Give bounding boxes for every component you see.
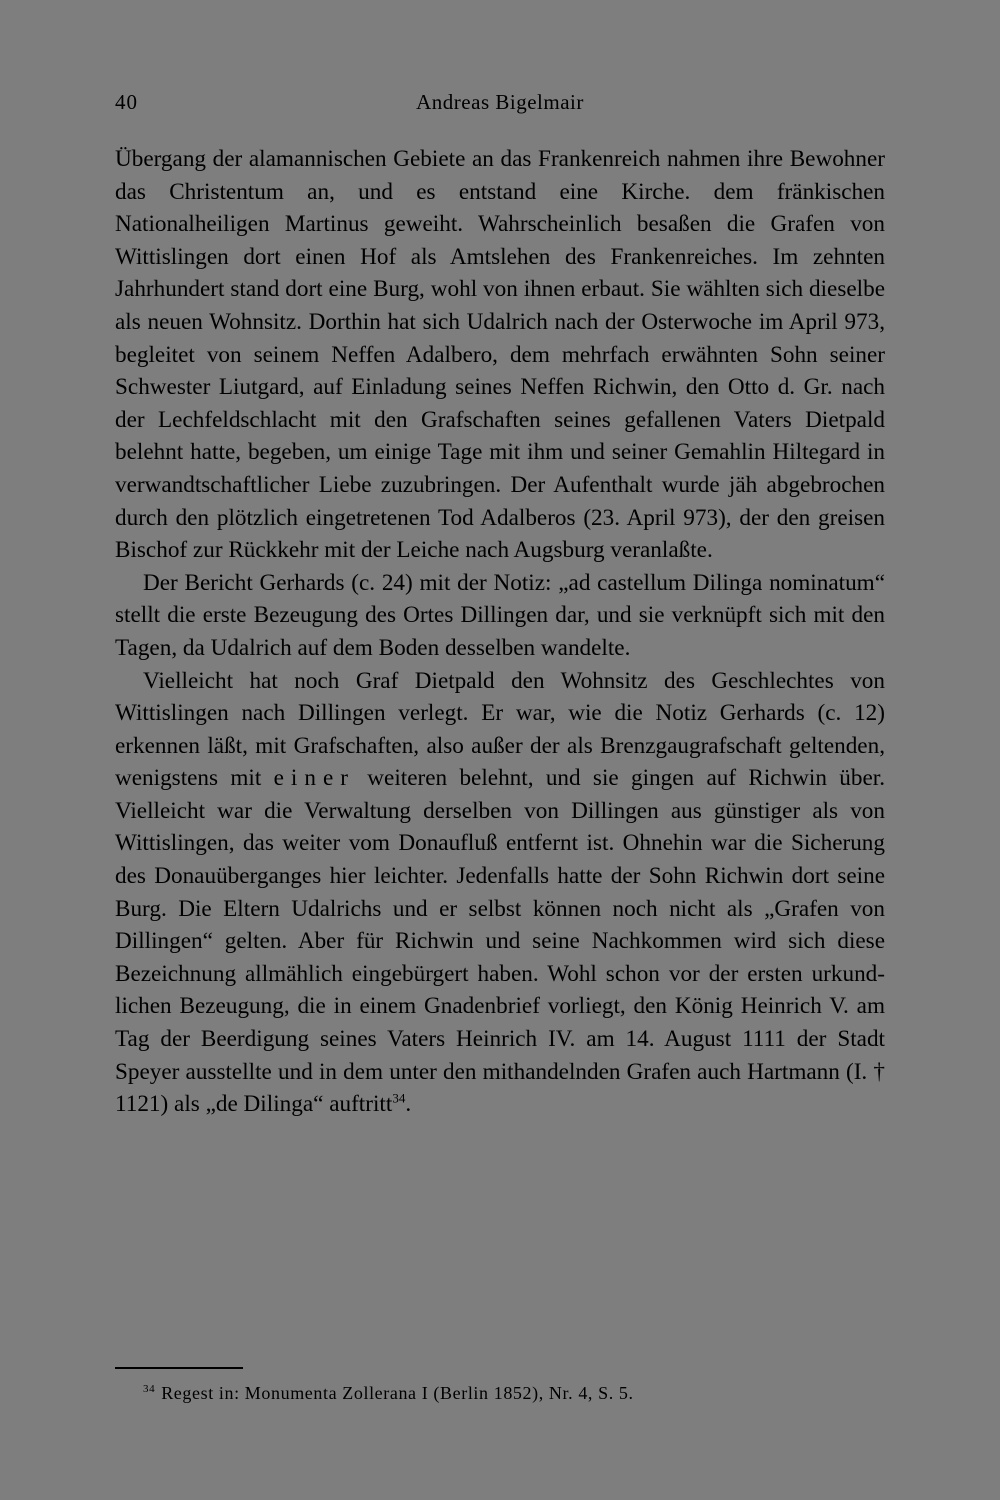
- paragraph-3-part-b: weiteren belehnt, und sie gingen auf Richwin über. Vielleicht war die Verwaltung derselben von Dillingen aus günstiger als von Wittislingen, das weiter vom Donaufluß entfernt ist. Ohnehin war die Sicherung des Donauüberganges hier leichter. Jedenfalls hatte der Sohn Richwin dort seine Burg. Die Eltern Udalrichs und er selbst können noch nicht als „Grafen von Dillingen“ gelten. Aber für Richwin und seine Nachkommen wird sich diese Bezeichnung allmählich eingebürgert haben. Wohl schon vor der ersten urkundlichen Bezeugung, die in einem Gnadenbrief vorliegt, den König Heinrich V. am Tag der Beerdigung seines Vaters Heinrich IV. am 14. August 1111 der Stadt Speyer ausstellte und in dem unter den mithandelnden Grafen auch Hartmann (I. † 1121) als „de Dilinga“ auftritt: [115, 765, 885, 1118]
- paragraph-3: [115, 665, 885, 1121]
- running-head: Andreas Bigelmair: [416, 90, 584, 114]
- main-text: [115, 143, 885, 1121]
- page-header: [115, 90, 885, 118]
- footnote-text: Regest in: Monumenta Zollerana I (Berlin 1852), Nr. 4, S. 5.: [161, 1383, 634, 1403]
- footnote-divider: [115, 1367, 243, 1369]
- emphasized-word: einer: [273, 765, 355, 792]
- footnote-reference[interactable]: 34: [392, 1090, 406, 1106]
- footnote: [143, 1380, 883, 1406]
- footnote-number: 34: [143, 1383, 156, 1395]
- paragraph-3-part-a: Vielleicht hat noch Graf Dietpald den Wohnsitz des Geschlechtes von Wittislingen nach Dillingen verlegt. Er war, wie die Notiz Gerhards (c. 12) erkennen läßt, mit Grafschaften, also außer der als Brenzgaugrafschaft geltenden, wenigstens mit: [115, 667, 885, 792]
- paragraph-3-end: .: [405, 1091, 412, 1118]
- page-number: 40: [115, 90, 138, 114]
- paragraph-2: Der Bericht Gerhards (c. 24) mit der Notiz: „ad castellum Dilinga nominatum“ stellt die erste Bezeugung des Ortes Dillingen dar, und sie verknüpft sich mit den Tagen, da Udalrich auf dem Boden desselben wandelte.: [115, 569, 885, 661]
- paragraph-1: Übergang der alamannischen Gebiete an das Frankenreich nahmen ihre Bewohner das Christentum an, und es entstand eine Kirche. dem fränkischen Nationalheiligen Martinus geweiht. Wahrscheinlich besaßen die Grafen von Wittislingen dort einen Hof als Amtslehen des Frankenreiches. Im zehnten Jahrhundert stand dort eine Burg, wohl von ihnen erbaut. Sie wählten sich dieselbe als neuen Wohnsitz. Dorthin hat sich Udalrich nach der Osterwoche im April 973, begleitet von seinem Neffen Adalbero, dem mehrfach erwähnten Sohn seiner Schwester Liutgard, auf Einladung seines Neffen Richwin, den Otto d. Gr. nach der Lechfeldschlacht mit den Grafschaften seines gefallenen Vaters Dietpald belehnt hatte, begeben, um einige Tage mit ihm und seiner Gemahlin Hiltegard in verwandtschaftlicher Liebe zuzubringen. Der Aufenthalt wurde jäh abgebrochen durch den plötzlich eingetretenen Tod Adalberos (23. April 973), der den greisen Bischof zur Rückkehr mit der Leiche nach Augsburg veranlaßte.: [115, 146, 885, 564]
